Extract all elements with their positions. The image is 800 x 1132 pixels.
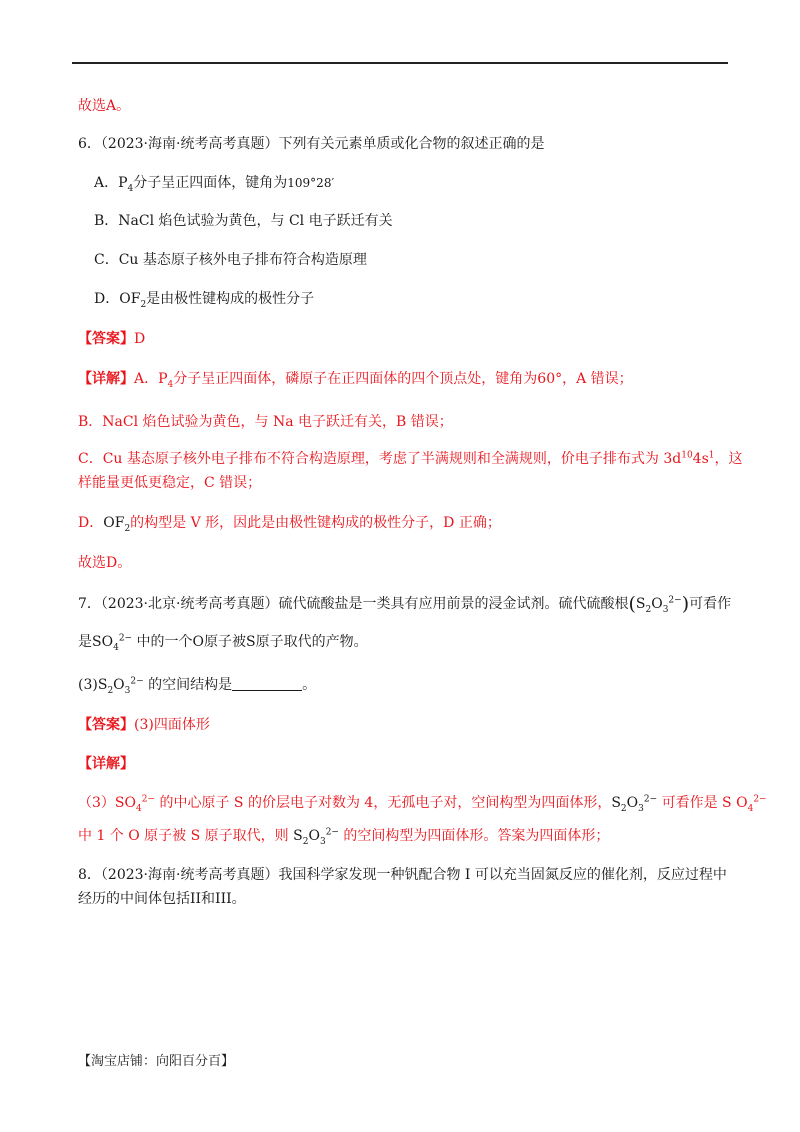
q6-option-b: B．NaCl 焰色试验为黄色，与 Cl 电子跃迁有关 [94,213,393,229]
answer-tag: 【答案】 [78,717,134,733]
footer-shop-label: 【淘宝店铺：向阳百分百】 [78,1054,235,1069]
q7-number: 7． [78,596,101,612]
formula-so4: $SO_4^{2-}$ [114,794,156,814]
answer-blank [232,676,302,691]
q6-question: 下列有关元素单质或化合物的叙述正确的是 [278,136,545,152]
formula-s2o3: $S_2O_3^{2-}$ [293,827,339,847]
q6-answer: 【答案】D [78,331,146,347]
q6-detail-d: D．$OF_2$的构型是 V 形，因此是由极性键构成的极性分子，D 正确； [78,515,501,534]
q8-stem-line1: 8．（2023·海南·统考高考真题）我国科学家发现一种钒配合物 I 可以充当固氮反应的催化剂，反应过程中 [78,867,727,883]
q6-detail-a: 【详解】A．$P_4$分子呈正四面体，磷原子在正四面体的四个顶点处，键角为60°，A 错误； [78,371,633,390]
formula-s2o3: $S_2O_3^{2-}$ [97,676,144,696]
formula-p4: $P_4$ [118,175,134,194]
q6-option-d: D．$OF_2$是由极性键构成的极性分子 [94,291,315,310]
q6-source: （2023·海南·统考高考真题） [100,136,279,152]
q8-source: （2023·海南·统考高考真题） [100,867,279,883]
formula-p4: $P_4$ [158,371,174,390]
q7-sub-question: $(3)S_2O_3^{2-}$ 的空间结构是 。 [78,676,317,696]
q7-stem-line1: 7．（2023·北京·统考高考真题）硫代硫酸盐是一类具有应用前景的浸金试剂。硫代硫酸根$(S_2O_3^{2-})$可看作 [78,593,732,615]
q7-detail-line1: $(3)SO_4^{2-}$ 的中心原子 S 的价层电子对数为 4，无孤电子对，空间构型为四面体形，$S_2O_3^{2-}$ 可看作是 S $O_4^{2-}$ [78,794,767,814]
formula-of2: $OF_2$ [103,515,131,534]
formula-s2o3: $S_2O_3^{2-}$ [611,794,658,814]
detail-tag: 【详解】 [78,371,134,387]
formula-so4: $SO_4^{2-}$ [92,633,133,653]
q6-option-c: C．Cu 基态原子核外电子排布符合构造原理 [94,252,367,268]
q7-answer: 【答案】(3)四面体形 [78,717,210,733]
q8-number: 8． [78,867,101,883]
q6-conclusion: 故选D。 [78,555,132,571]
q6-option-a: A．$P_4$分子呈正四面体，键角为109°28′ [94,175,335,194]
answer-tag: 【答案】 [78,331,134,347]
q6-detail-b: B．NaCl 焰色试验为黄色，与 Na 电子跃迁有关，B 错误； [78,414,453,430]
header-rule [72,62,728,64]
q6-detail-c-line2: 样能量更低更稳定，C 错误； [78,475,262,491]
q6-detail-c-line1: C．Cu 基态原子核外电子排布不符合构造原理，考虑了半满规则和全满规则，价电子排布式为 $3d^{10}4s^1$，这 [78,450,743,467]
previous-conclusion: 故选A。 [78,98,131,114]
formula-of2: $OF_2$ [119,291,147,310]
q7-stem-line2: 是$SO_4^{2-}$ 中的一个O原子被S原子取代的产物。 [78,633,368,653]
q8-stem-line2: 经历的中间体包括II和III。 [78,891,246,907]
q7-source: （2023·北京·统考高考真题） [100,596,279,612]
q6-stem [78,134,544,154]
q7-detail-line2: 中 1 个 O 原子被 S 原子取代，则 $S_2O_3^{2-}$ 的空间构型为四面体形。答案为四面体形； [78,827,610,847]
angle-value: 109°28′ [287,176,335,190]
q6-number: 6． [78,136,101,152]
formula-s2o3: $S_2O_3^{2-}$ [635,595,682,615]
q7-detail-tag: 【详解】 [78,756,134,772]
